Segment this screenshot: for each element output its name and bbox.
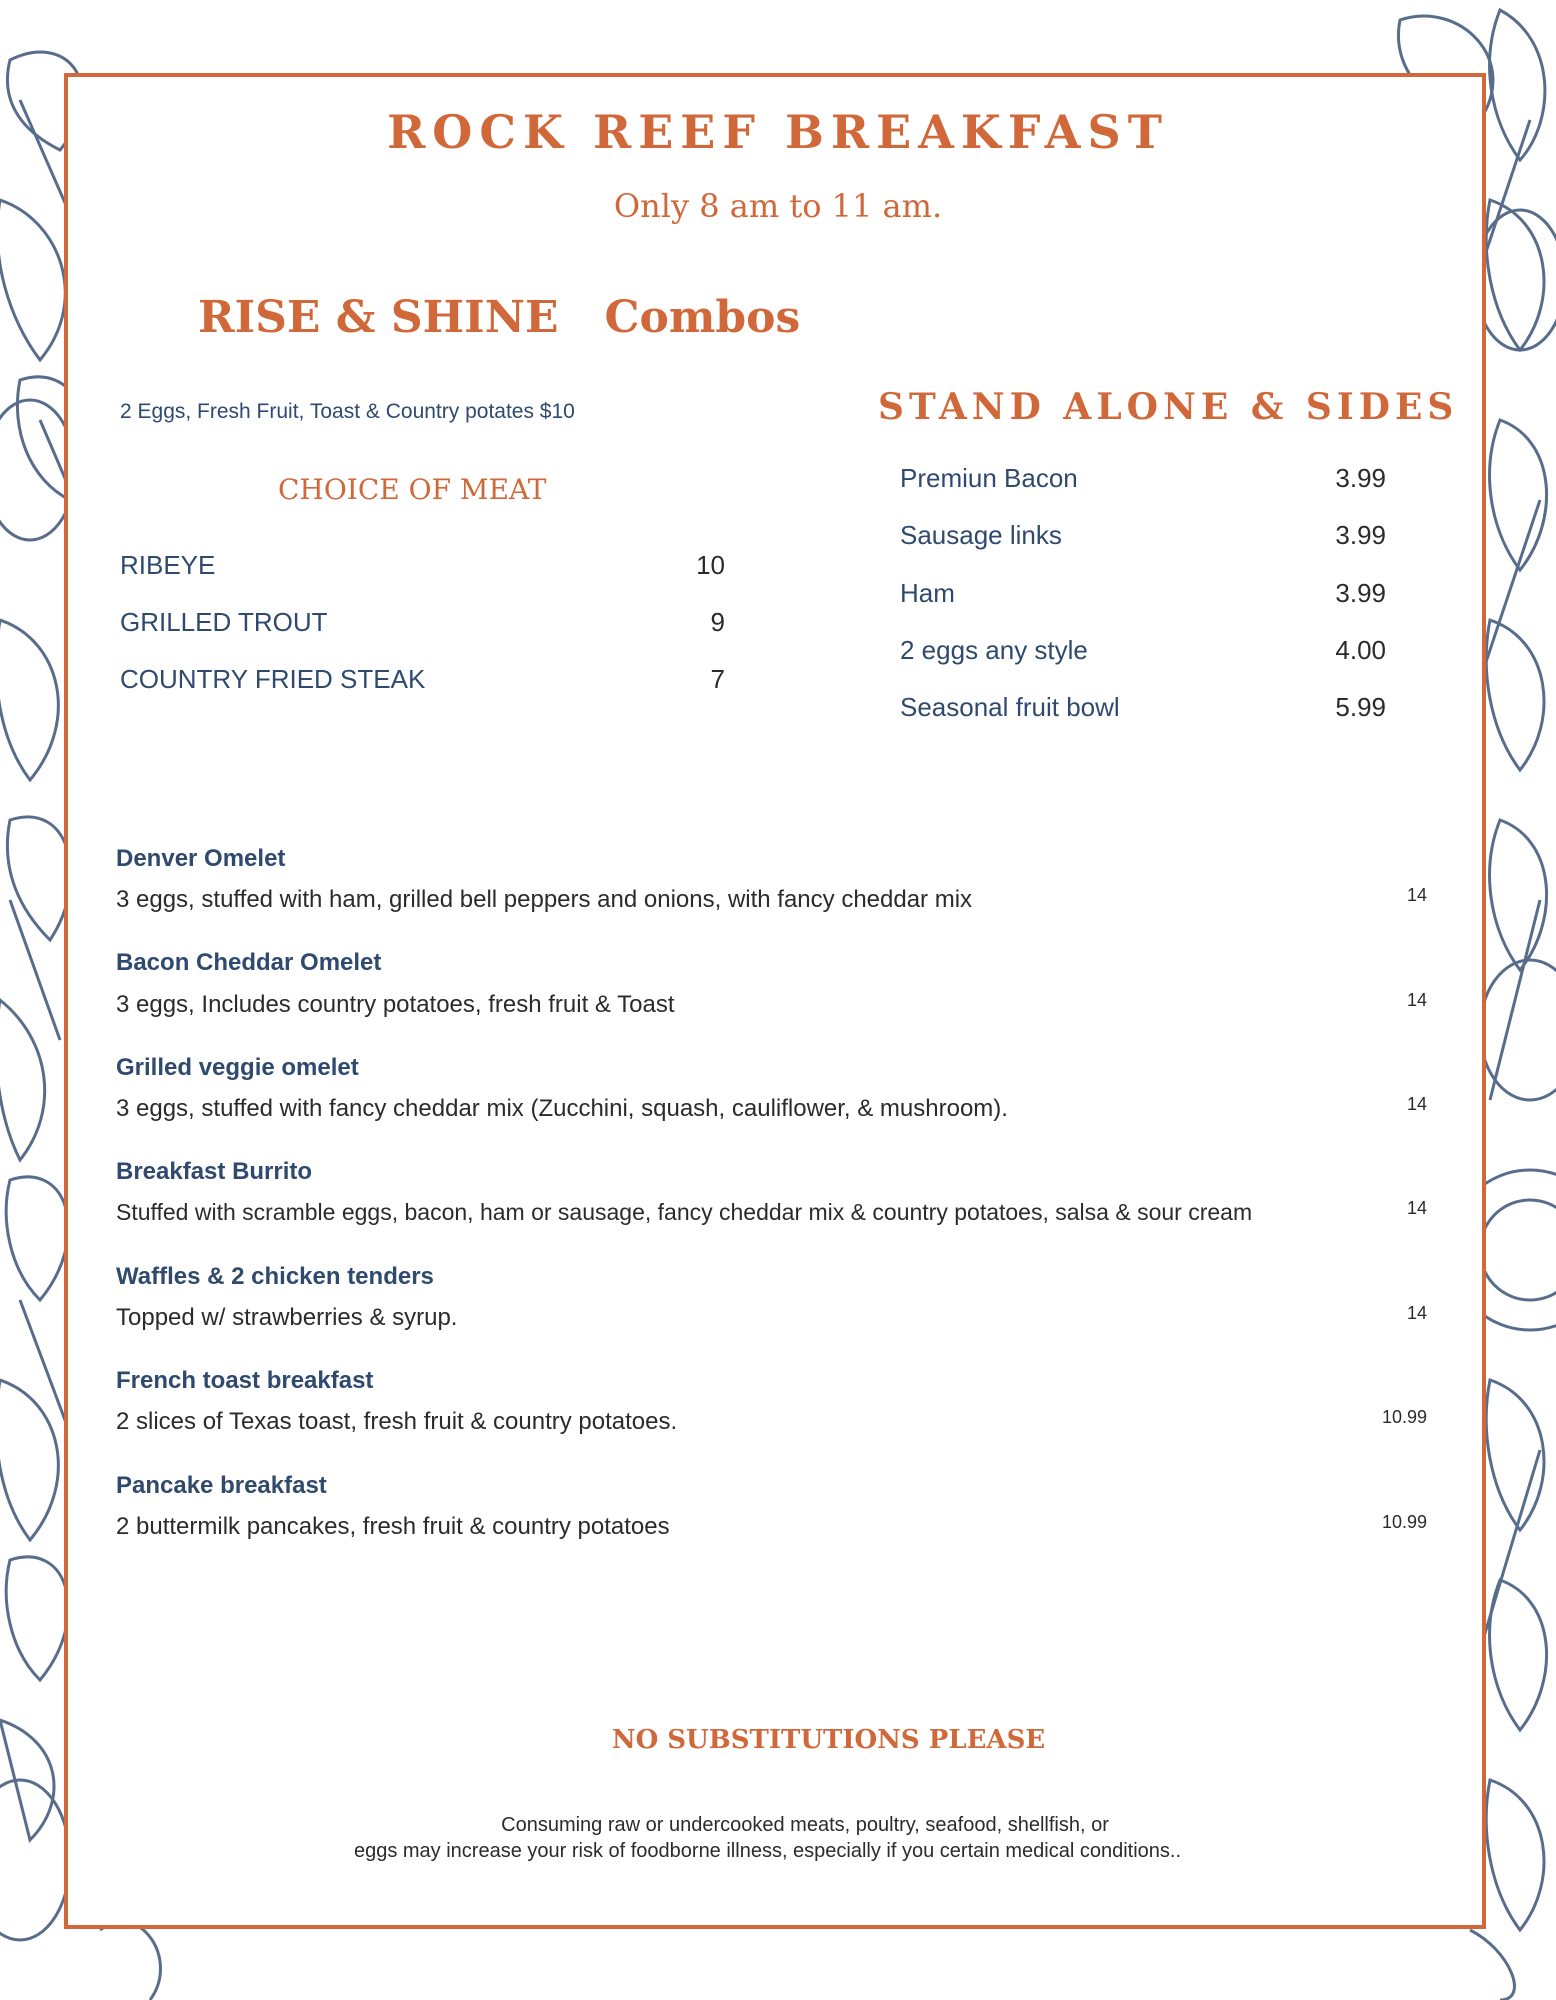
menu-item-description: Topped w/ strawberries & syrup. xyxy=(116,1304,458,1331)
menu-hours: Only 8 am to 11 am. xyxy=(613,187,943,225)
side-item-name: Premiun Bacon xyxy=(900,463,1078,493)
side-item-price: 3.99 xyxy=(1335,520,1386,550)
combo-description: 2 Eggs, Fresh Fruit, Toast & Country potates $10 xyxy=(120,400,575,423)
side-item-name: Seasonal fruit bowl xyxy=(900,692,1120,722)
meat-item-price: 7 xyxy=(710,664,725,694)
food-safety-warning-line2: eggs may increase your risk of foodborne illness, especially if you certain medical conditions.. xyxy=(353,1840,1182,1862)
side-item-name: Ham xyxy=(900,578,955,608)
menu-item-price: 14 xyxy=(1406,1303,1427,1323)
menu-item-price: 14 xyxy=(1406,990,1427,1010)
menu-item-description: Stuffed with scramble eggs, bacon, ham or sausage, fancy cheddar mix & country potatoes, salsa & sour cream xyxy=(116,1199,1253,1225)
menu-item-description: 2 buttermilk pancakes, fresh fruit & country potatoes xyxy=(116,1513,670,1540)
side-item-price: 5.99 xyxy=(1335,692,1386,722)
menu-item-price: 10.99 xyxy=(1381,1407,1427,1427)
menu-title: ROCK REEF BREAKFAST xyxy=(387,105,1169,159)
menu-item-name: Grilled veggie omelet xyxy=(116,1054,359,1081)
side-item-name: Sausage links xyxy=(900,520,1062,550)
meat-item-name: RIBEYE xyxy=(120,550,216,580)
combos-heading: RISE & SHINE Combos xyxy=(198,292,801,343)
food-safety-warning-line1: Consuming raw or undercooked meats, poultry, seafood, shellfish, or xyxy=(501,1814,1109,1836)
menu-item-name: Bacon Cheddar Omelet xyxy=(116,949,382,976)
no-substitutions-notice: NO SUBSTITUTIONS PLEASE xyxy=(611,1725,1046,1755)
menu-item-description: 3 eggs, Includes country potatoes, fresh fruit & Toast xyxy=(116,991,675,1018)
menu-item-description: 2 slices of Texas toast, fresh fruit & country potatoes. xyxy=(116,1408,678,1435)
meat-heading: CHOICE OF MEAT xyxy=(278,473,547,506)
menu-item-description: 3 eggs, stuffed with ham, grilled bell peppers and onions, with fancy cheddar mix xyxy=(116,886,973,913)
side-item-name: 2 eggs any style xyxy=(900,635,1088,665)
side-item-price: 3.99 xyxy=(1335,578,1386,608)
menu-item-price: 14 xyxy=(1406,1198,1427,1218)
menu-item-name: Pancake breakfast xyxy=(116,1472,327,1499)
menu-item-name: Waffles & 2 chicken tenders xyxy=(116,1263,434,1290)
menu-item-description: 3 eggs, stuffed with fancy cheddar mix (Zucchini, squash, cauliflower, & mushroom). xyxy=(116,1095,1008,1122)
side-item-price: 3.99 xyxy=(1335,463,1386,493)
menu-item-name: Breakfast Burrito xyxy=(116,1158,313,1185)
menu-item-price: 14 xyxy=(1406,1094,1427,1114)
meat-item-name: GRILLED TROUT xyxy=(120,607,328,637)
side-item-price: 4.00 xyxy=(1335,635,1386,665)
meat-item-price: 10 xyxy=(696,550,725,580)
menu-item-name: Denver Omelet xyxy=(116,845,286,872)
sides-heading: STAND ALONE & SIDES xyxy=(878,386,1459,428)
menu-item-name: French toast breakfast xyxy=(116,1367,374,1394)
meat-item-price: 9 xyxy=(710,607,725,637)
menu-item-price: 10.99 xyxy=(1381,1512,1427,1532)
meat-item-name: COUNTRY FRIED STEAK xyxy=(120,664,426,694)
menu-item-price: 14 xyxy=(1406,885,1427,905)
